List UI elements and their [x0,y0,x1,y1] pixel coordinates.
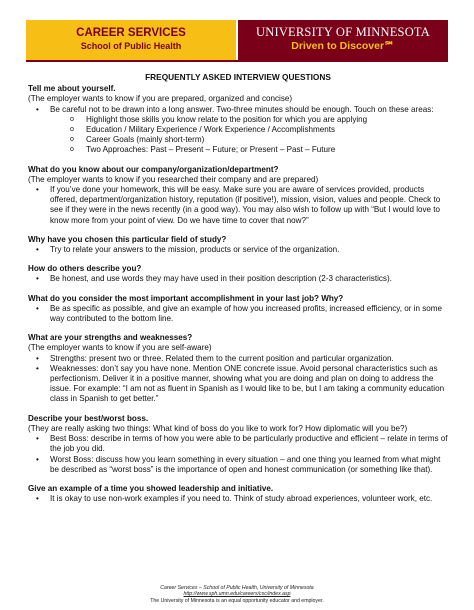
bullet-item: • If you’ve done your homework, this will be easy. Make sure you are aware of services provided, products offered, department/organization history, reputation (if positive!), mission, vision, values and people. Check to see if they were in the news recently (in a good way). You may also wish to follow up with “But I would love to know more from your point of view. Do we have time to cover that now?” [28,185,448,226]
faq-section [28,484,448,504]
faq-section [28,165,448,226]
bullet-item: • Try to relate your answers to the mission, products or service of the organization. [28,245,448,255]
faq-question: Describe your best/worst boss. [28,413,149,423]
page-footer [0,585,474,604]
university-tagline: Driven to Discover℠ [291,40,395,52]
bullet-list [28,105,448,156]
bullet-item: • Be careful not to be drawn into a long answer. Two-three minutes should be enough. Touch on these areas: [28,105,448,115]
faq-question: Why have you chosen this particular field of study? [28,234,227,244]
document-body [28,72,448,513]
sub-bullet-item: o Two Approaches: Past – Present – Future; or Present – Past – Future [28,145,448,155]
bullet-list [28,494,448,504]
bullet-item: • Strengths: present two or three. Related them to the current position and particular organization. [28,354,448,364]
page-header [26,20,448,64]
career-services-heading: CAREER SERVICES [76,27,186,39]
page-title: FREQUENTLY ASKED INTERVIEW QUESTIONS [145,72,331,82]
footer-office: Career Services – School of Public Health, University of Minnesota [160,585,314,591]
bullet-item: • Best Boss: describe in terms of how you were able to be particularly productive and efficient – relate in terms of the job you did. [28,434,448,454]
university-wordmark: UNIVERSITY OF MINNESOTA [256,25,430,39]
faq-question: How do others describe you? [28,264,142,274]
career-services-banner [26,20,236,60]
faq-question: What are your strengths and weaknesses? [28,333,193,343]
bullet-item: • Be honest, and use words they may have used in their position description (2-3 characteristics). [28,274,448,284]
sub-bullet-item: o Highlight those skills you know relate to the position for which you are applying [28,115,448,125]
faq-question: Tell me about yourself. [28,84,116,94]
bullet-list [28,434,448,475]
footer-eeo-statement: The University of Minnesota is an equal opportunity educator and employer. [150,597,324,604]
faq-subtitle: (The employer wants to know if you are self-aware) [28,343,212,353]
faq-question: What do you consider the most important accomplishment in your last job? Why? [28,293,344,303]
bullet-item: • Worst Boss: discuss how you learn something in every situation – and one thing you learned from what might be described as “worst boss” is the importance of open and honest communication (or something like that). [28,455,448,475]
bullet-list [28,185,448,226]
university-logo [238,20,448,60]
bullet-item: • It is okay to use non-work examples if you need to. Think of study abroad experiences, volunteer work, etc. [28,494,448,504]
bullet-list [28,304,448,324]
faq-section [28,235,448,255]
faq-subtitle: (The employer wants to know if you researched their company and are prepared) [28,174,319,184]
faq-question: Give an example of a time you showed leadership and initiative. [28,483,274,493]
faq-subtitle: (They are really asking two things: What kind of boss do you like to work for? How diplomatic will you be?) [28,423,408,433]
bullet-list [28,354,448,405]
bullet-list [28,274,448,284]
faq-section [28,294,448,325]
faq-question: What do you know about our company/organization/department? [28,164,279,174]
faq-section [28,333,448,404]
faq-subtitle: (The employer wants to know if you are prepared, organized and concise) [28,94,293,104]
faq-section [28,414,448,475]
faq-section [28,264,448,284]
faq-section [28,84,448,155]
sub-bullet-item: o Education / Military Experience / Work Experience / Accomplishments [28,125,448,135]
school-name: School of Public Health [80,41,182,51]
bullet-item: • Weaknesses: don’t say you have none. Mention ONE concrete issue. Avoid personal characteristics such as perfectionism. Deliver it in a positive manner, showing what you are doing and plan on doing to address the issue. For example: “I am not as fluent in Spanish as I would like to be, but I am taking a community education class in Spanish to get better.” [28,364,448,405]
bullet-list [28,245,448,255]
sub-bullet-item: o Career Goals (mainly short-term) [28,135,448,145]
header-divider [26,60,448,62]
bullet-item: • Be as specific as possible, and give an example of how you increased profits, increased efficiency, or in some way contributed to the bottom line. [28,304,448,324]
footer-link[interactable]: http://www.sph.umn.edu/careers/csc/index.asp [183,591,291,598]
